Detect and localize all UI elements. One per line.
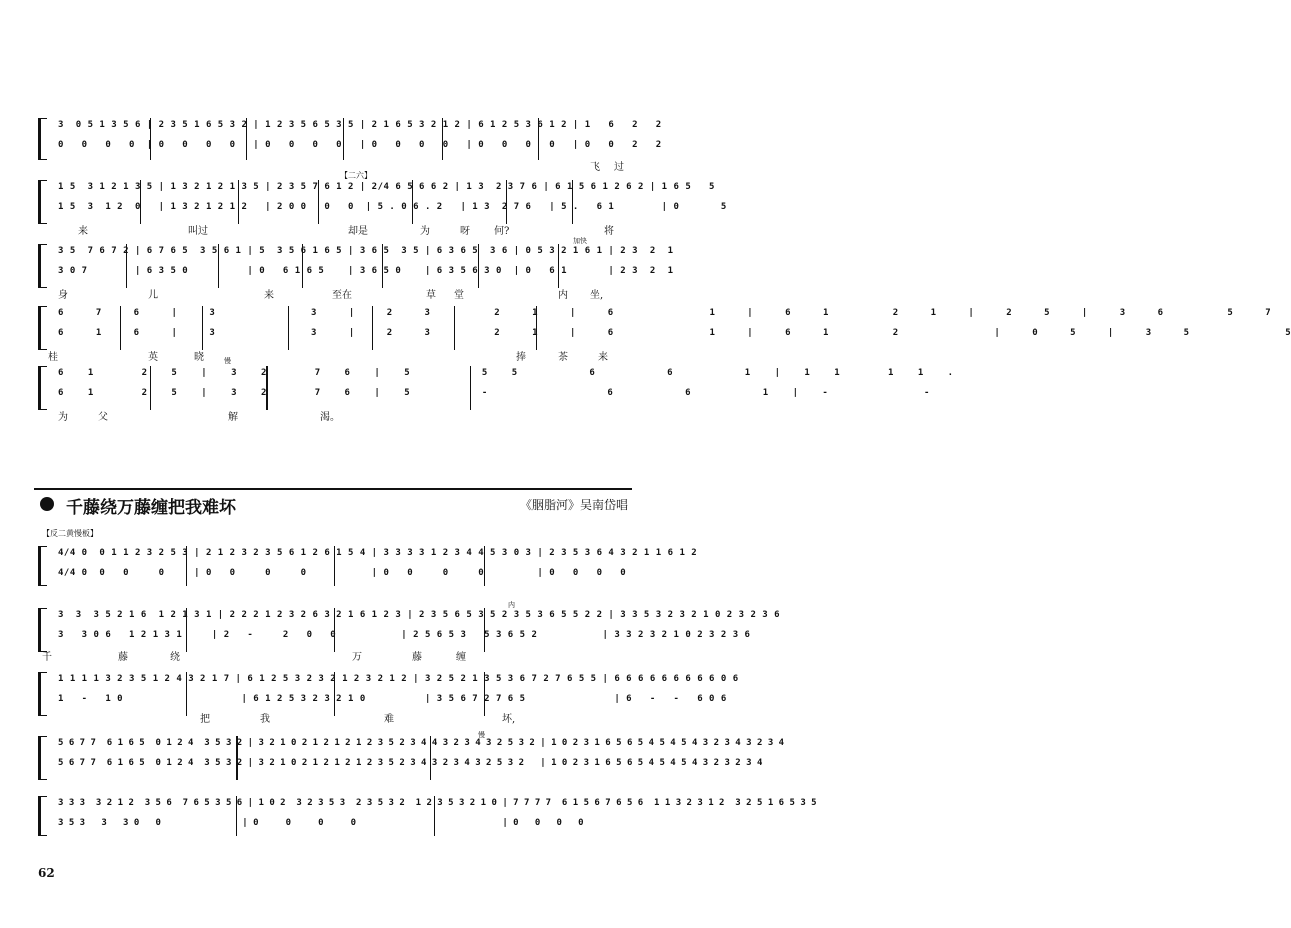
lower-voice: 1 5 3 1 2 0 | 1 3 2 1 2 1 2 | 2 0 0 0 0 | 5 . 0 6 . 2 | 1 3 2 7 6 | 5 . 6 1 | 0 5 [58, 202, 727, 212]
upper-voice: 1 5 3 1 2 1 3 5 | 1 3 2 1 2 1 3 5 | 2 3 5 7 6 1 2 | 2/4 6 5 6 6 2 | 1 3 2 3 7 6 | 6 1 5 6 1 2 6 2 | 1 6 5 5 [58, 182, 715, 192]
score-system-5 [38, 366, 954, 423]
lower-voice: 0 0 0 0 | 0 0 0 0 | 0 0 0 0 | 0 0 0 0 | 0 0 0 0 | 0 0 2 2 [58, 140, 662, 150]
lyric: 万 [352, 652, 362, 663]
system-bracket [38, 306, 47, 350]
page-number: 62 [38, 866, 55, 880]
lyric: 来 [78, 226, 88, 237]
lyric: 过 [614, 162, 624, 173]
upper-voice: 3 3 3 5 2 1 6 1 2 1 3 1 | 2 2 2 1 2 3 2 6 3 2 1 6 1 2 3 | 2 3 5 6 5 3 5 2 3 5 3 6 5 5 2 2 | 3 3 5 3 2 3 2 1 0 2 3 2 3 6 [58, 610, 781, 620]
system-bracket [38, 546, 47, 586]
upper-voice: 3 5 7 6 7 2 | 6 7 6 5 3 5 6 1 | 5 3 5 6 1 6 5 | 3 6 5 3 5 | 6 3 6 5 3 6 | 0 5 3 2 1 6 1 | 2 3 2 1 [58, 246, 674, 256]
lyric: 把 [200, 714, 210, 725]
lyric: 缠 [456, 652, 466, 663]
score-system-4 [38, 306, 1291, 363]
system-bracket [38, 366, 47, 410]
tempo-mark: 慢 [478, 731, 485, 739]
upper-voice: 3 0 5 1 3 5 6 | 2 3 5 1 6 5 3 2 | 1 2 3 5 6 5 3 5 | 2 1 6 5 3 2 1 2 | 6 1 2 5 3 6 1 2 | 1 6 2 2 [58, 120, 662, 130]
lyric: 藤 [412, 652, 422, 663]
lyric: 桂 [48, 352, 58, 363]
lyric: 飞 [590, 162, 600, 173]
tempo-mark: 慢 [224, 357, 231, 365]
bullet-icon [40, 497, 54, 511]
system-bracket [38, 672, 47, 716]
lyric: 为 [420, 226, 430, 237]
lower-voice: 6 1 2 5 | 3 2 7 6 | 5 - 6 6 1 | - - [58, 388, 930, 398]
score-system-2 [38, 180, 727, 237]
upper-voice: 5 6 7 7 6 1 6 5 0 1 2 4 3 5 3 2 | 3 2 1 0 2 1 2 1 2 1 2 3 5 2 3 4 4 3 2 3 4 3 2 5 3 2 | 1 0 2 3 1 6 5 6 5 4 5 4 5 4 3 2 3 4 3 2 3 4 [58, 738, 785, 748]
song-credit: 《胭脂河》吴南岱唱 [519, 498, 628, 512]
lyric: 为 [58, 412, 68, 423]
score-system-10 [38, 796, 817, 836]
score-system-3 [38, 244, 674, 301]
system-bracket [38, 180, 47, 224]
lyric: 英 [148, 352, 158, 363]
lyric: 何? [494, 226, 510, 237]
tempo-mark: 加快 [573, 237, 587, 245]
upper-voice: 3 3 3 3 2 1 2 3 5 6 7 6 5 3 5 6 | 1 0 2 3 2 3 5 3 2 3 5 3 2 1 2 3 5 3 2 1 0 | 7 7 7 7 6 1 5 6 7 6 5 6 1 1 3 2 3 1 2 3 2 5 1 6 5 3 5 [58, 798, 817, 808]
lower-voice: 4/4 0 0 0 0 | 0 0 0 0 | 0 0 0 0 | 0 0 0 0 [58, 568, 627, 578]
upper-voice: 6 7 6 | 3 3 | 2 3 2 1 | 6 1 | 6 1 2 1 | 2 5 | 3 6 5 7 [58, 308, 1272, 318]
lyric: 来 [264, 290, 274, 301]
score-system-7 [38, 608, 781, 663]
lyric: 堂 [454, 290, 464, 301]
upper-voice: 4/4 0 0 1 1 2 3 2 5 3 | 2 1 2 3 2 3 5 6 1 2 6 1 5 4 | 3 3 3 3 1 2 3 4 4 5 3 0 3 | 2 3 5 3 6 4 3 2 1 1 6 1 2 [58, 548, 698, 558]
lyric: 茶 [558, 352, 568, 363]
lyric: 难 [384, 714, 394, 725]
lower-voice: 3 3 0 6 1 2 1 3 1 | 2 - 2 0 0 | 2 5 6 5 3 5 3 6 5 2 | 3 3 2 3 2 1 0 2 3 2 3 6 [58, 630, 751, 640]
score-system-1 [38, 118, 662, 173]
lyric: 身 [58, 290, 68, 301]
system-bracket [38, 244, 47, 288]
system-bracket [38, 608, 47, 652]
lyric: 叫过 [188, 226, 208, 237]
song-title-bar [34, 488, 632, 518]
lyric: 来 [598, 352, 608, 363]
lyric: 绕 [170, 652, 180, 663]
system-bracket [38, 796, 47, 836]
lyric: 呀 [460, 226, 470, 237]
lyric: 却是 [348, 226, 368, 237]
lyric: 父 [98, 412, 108, 423]
lower-voice: 1 - 1 0 | 6 1 2 5 3 2 3 2 1 0 | 3 5 6 7 2 7 6 5 | 6 - - 6 0 6 [58, 694, 727, 704]
lower-voice: 5 6 7 7 6 1 6 5 0 1 2 4 3 5 3 2 | 3 2 1 0 2 1 2 1 2 1 2 3 5 2 3 4 3 2 3 4 3 2 5 3 2 | 1 0 2 3 1 6 5 6 5 4 5 4 5 4 3 2 3 2 3 4 [58, 758, 763, 768]
lyric: 坏, [502, 714, 516, 725]
section-tag: 【二六】 [340, 171, 372, 180]
lyric: 解 [228, 412, 238, 423]
lyric: 至在 [332, 290, 352, 301]
lyric: 晓 [194, 352, 204, 363]
score-system-9 [38, 736, 785, 780]
upper-voice: 1 1 1 1 3 2 3 5 1 2 4 3 2 1 7 | 6 1 2 5 3 2 3 2 1 2 3 2 1 2 | 3 2 5 2 1 3 5 3 6 7 2 7 6 5 5 | 6 6 6 6 6 6 6 6 6 0 6 [58, 674, 739, 684]
lower-voice: 3 0 7 | 6 3 5 0 | 0 6 1 6 5 | 3 6 5 0 | 6 3 5 6 3 0 | 0 6 1 | 2 3 2 1 [58, 266, 674, 276]
lyric: 我 [260, 714, 270, 725]
lower-voice: 3 5 3 3 3 0 0 | 0 0 0 0 | 0 0 0 0 [58, 818, 584, 828]
lyric: 渴。 [320, 412, 340, 423]
section-tag: 【反二黄慢板】 [42, 529, 98, 538]
system-bracket [38, 736, 47, 780]
score-system-6 [38, 546, 698, 586]
lyric: 将 [604, 226, 614, 237]
upper-voice: 6 1 2 5 | 3 2 7 6 | 5 5 5 6 6 1 | 1 1 1 1 . [58, 368, 954, 378]
lyric: 内 [558, 290, 568, 301]
system-bracket [38, 118, 47, 160]
lyric: 千 [42, 652, 52, 663]
song-title: 千藤绕万藤缠把我难坏 [66, 498, 236, 518]
score-system-8 [38, 672, 739, 725]
lyric: 坐, [590, 290, 604, 301]
lyric: 儿 [148, 290, 158, 301]
lyric: 草 [426, 290, 436, 301]
tempo-mark: 内 [508, 601, 515, 609]
lyric: 藤 [118, 652, 128, 663]
lower-voice: 6 1 6 | 3 3 | 2 3 2 1 | 6 1 | 6 1 2 | 0 5 | 3 5 5 [58, 328, 1291, 338]
lyric: 捧 [516, 352, 526, 363]
